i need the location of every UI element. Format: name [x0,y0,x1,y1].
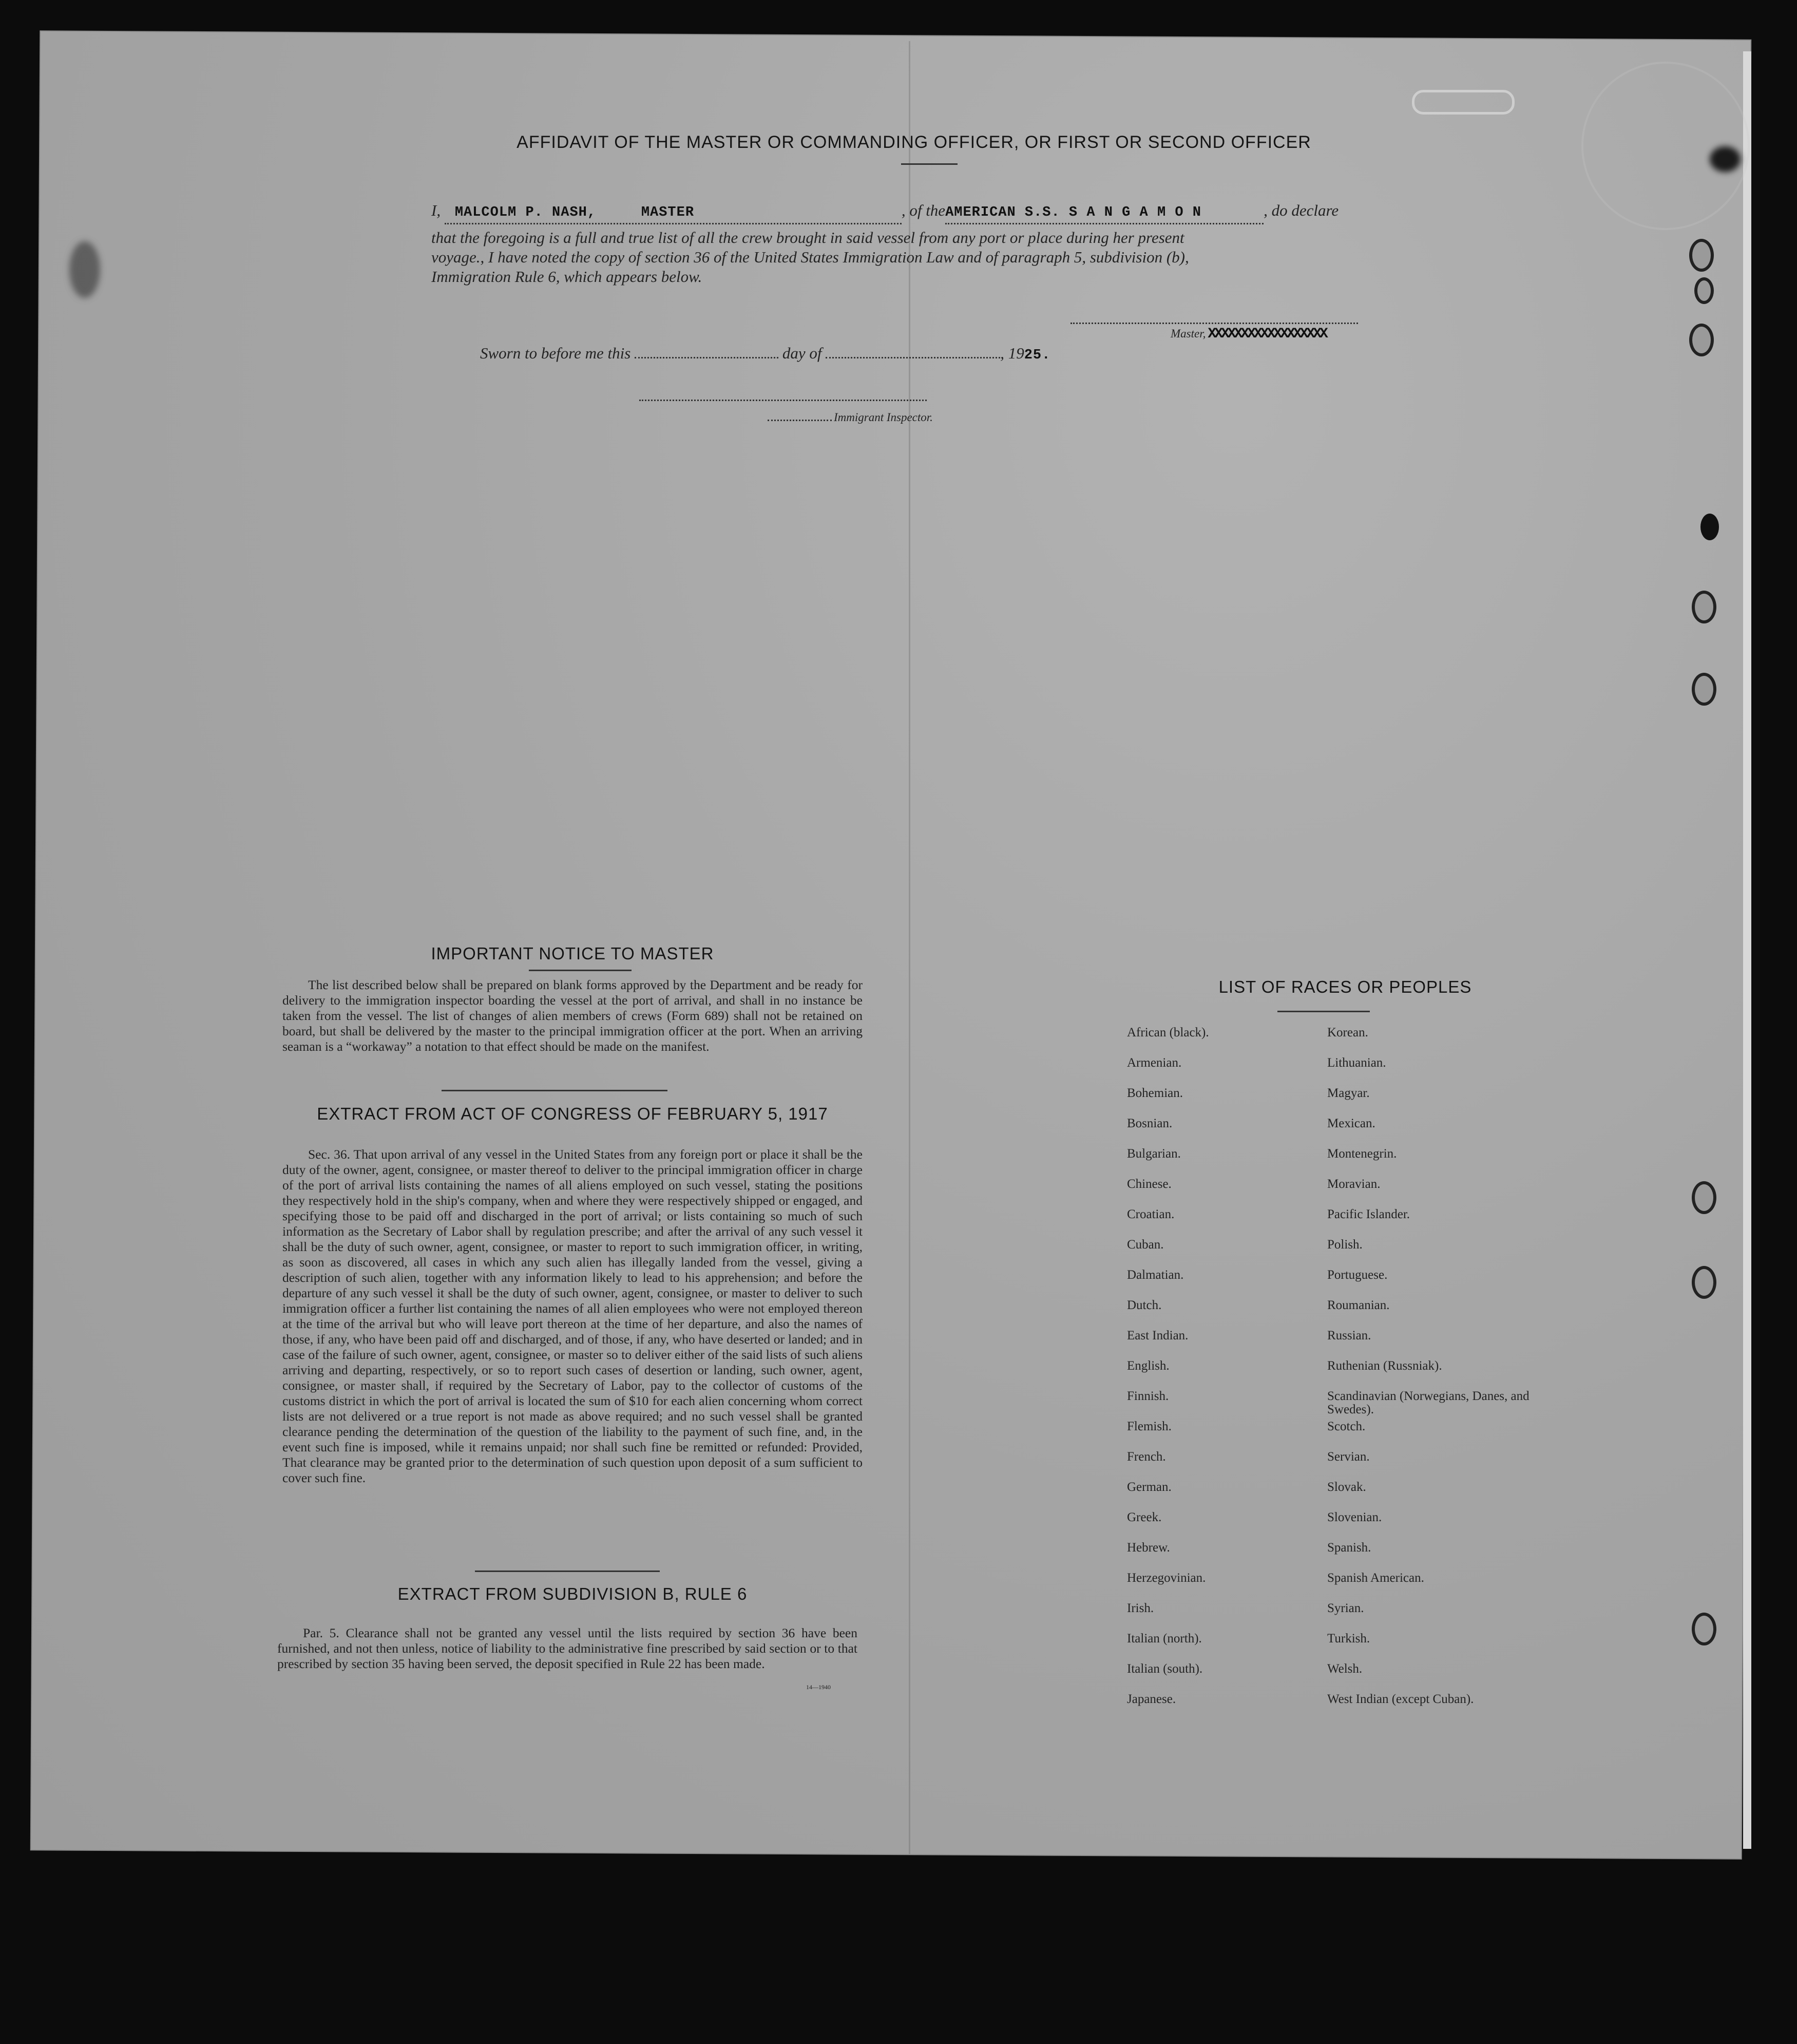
race-item: Servian. [1327,1450,1370,1464]
race-item: Ruthenian (Russniak). [1327,1359,1442,1373]
race-item: Mexican. [1327,1116,1375,1130]
race-item: Russian. [1327,1329,1371,1342]
affidavit-declaration-line [431,200,1397,224]
i-label: I, [431,201,441,219]
race-item: Greek. [1127,1510,1162,1524]
race-item: West Indian (except Cuban). [1327,1692,1474,1706]
race-item: Irish. [1127,1601,1154,1615]
race-item: Portuguese. [1327,1268,1388,1282]
of-the-label: , of the [901,201,946,219]
race-item: Bosnian. [1127,1116,1173,1130]
race-item: Herzegovinian. [1127,1571,1206,1585]
faint-seal-stamp [1581,62,1750,230]
race-item: Chinese. [1127,1177,1172,1191]
affidavit-text-line: Immigration Rule 6, which appears below. [431,268,702,286]
race-item: Hebrew. [1127,1541,1170,1555]
inspector-dots [768,420,832,421]
affidavit-heading: AFFIDAVIT OF THE MASTER OR COMMANDING OFFICER, OR FIRST OR SECOND OFFICER [517,133,1311,152]
notice-paragraph: The list described below shall be prepared on blank forms approved by the Department and be ready for delivery to the immigration inspector boarding the vessel at the port of arrival, and shall in no instance be taken from the vessel. The list of changes of alien members of crews (Form 689) shall not be retained on board, but shall be delivered by the master to the principal immigration officer at the port. When an arriving seaman is a “workaway” a notation to that effect should be made on the manifest. [282,977,863,1054]
binder-hole [1689,239,1714,272]
vessel-name: AMERICAN S.S. S A N G A M O N [945,205,1201,220]
do-declare-label: , do declare [1264,201,1339,219]
binder-hole [1692,673,1716,706]
paper-clip-mark [1412,90,1515,115]
races-right-column [1327,1026,1553,1723]
master-signature [1171,326,1326,342]
heading-rule [529,970,632,971]
binder-hole [1700,514,1719,540]
races-heading: LIST OF RACES OR PEOPLES [1218,977,1472,996]
inspector-signature-line [639,400,927,401]
sworn-year: 25. [1024,348,1051,363]
form-number: 14—1940 [806,1683,831,1691]
binder-hole [1689,324,1714,356]
ink-smudge [1710,146,1741,172]
race-item: Cuban. [1127,1238,1164,1252]
race-item: Italian (south). [1127,1662,1203,1676]
binder-hole [1692,1266,1716,1299]
officer-name: MALCOLM P. NASH, [454,205,597,220]
inspector-label: Immigrant Inspector. [834,411,933,424]
race-item: Finnish. [1127,1389,1169,1403]
page-fold [909,41,910,1854]
race-item: Armenian. [1127,1056,1182,1070]
ink-smudge [69,241,100,298]
race-item: Dalmatian. [1127,1268,1184,1282]
paragraph-5: Par. 5. Clearance shall not be granted any vessel until the lists required by section 36 have been furnished, and not then unless, notice of liability to the administrative fine prescribed by said section or to that prescribed by section 35 having been served, the deposit specified in Rule 22 has been made. [277,1625,857,1671]
race-item: English. [1127,1359,1170,1373]
race-item: Slovak. [1327,1480,1366,1494]
races-left-column [1127,1026,1332,1723]
sworn-label: Sworn to before me this [480,344,631,362]
day-of-label: day of [782,344,822,362]
race-item: Croatian. [1127,1207,1175,1221]
race-item: Turkish. [1327,1632,1370,1645]
race-item: Lithuanian. [1327,1056,1386,1070]
rule-extract-text [277,1625,857,1672]
race-item: Pacific Islander. [1327,1207,1410,1221]
race-item: Roumanian. [1327,1298,1390,1312]
officer-rank: MASTER [641,205,695,220]
vessel-field [945,200,1264,224]
race-item: Moravian. [1327,1177,1381,1191]
race-item: Bohemian. [1127,1086,1183,1100]
race-item: East Indian. [1127,1329,1189,1342]
heading-rule [901,163,958,165]
sworn-day-field [635,357,778,358]
race-item: Flemish. [1127,1420,1172,1433]
notice-heading: IMPORTANT NOTICE TO MASTER [431,944,714,963]
sworn-line [480,343,1199,366]
binder-hole [1692,591,1716,623]
race-item: Dutch. [1127,1298,1162,1312]
race-item: German. [1127,1480,1172,1494]
inspector-signature [768,411,933,424]
act-extract-text [282,1147,863,1486]
affidavit-text-line: that the foregoing is a full and true list of all the crew brought in said vessel from any port or place during her present [431,229,1184,247]
race-item: Montenegrin. [1327,1147,1397,1161]
race-item: African (black). [1127,1026,1209,1039]
section-rule [442,1090,667,1091]
master-struck-text: XXXXXXXXXXXXXXXXXX [1208,326,1326,342]
race-item: French. [1127,1450,1166,1464]
rule-extract-heading: EXTRACT FROM SUBDIVISION B, RULE 6 [397,1584,748,1603]
paper-edge [1743,51,1751,1849]
race-item: Scotch. [1327,1420,1366,1433]
master-signature-line [1070,323,1358,324]
officer-field [445,200,902,224]
race-item: Magyar. [1327,1086,1370,1100]
race-item: Syrian. [1327,1601,1364,1615]
affidavit-text-line: voyage., I have noted the copy of section 36 of the United States Immigration Law and of paragraph 5, subdivision (b), [431,248,1189,266]
race-item: Italian (north). [1127,1632,1202,1645]
race-item: Bulgarian. [1127,1147,1181,1161]
binder-hole [1692,1613,1716,1645]
race-item: Welsh. [1327,1662,1363,1676]
race-item: Slovenian. [1327,1510,1382,1524]
race-item: Spanish. [1327,1541,1371,1555]
master-label: Master, [1171,327,1206,340]
heading-rule [1277,1011,1370,1012]
notice-text [282,977,863,1054]
race-item: Japanese. [1127,1692,1176,1706]
section-36-paragraph: Sec. 36. That upon arrival of any vessel in the United States from any foreign port or place it shall be the duty of the owner, agent, consignee, or master thereof to deliver to the principal immigration officer in charge of the port of arrival lists containing the names of all aliens employed on such vessel, stating the positions they respectively hold in the ship's company, when and where they were respectively shipped or engaged, and specifying those to be paid off and discharged in the port of arrival; or lists containing so much of such information as the Secretary of Labor shall by regulation prescribe; and after the arrival of any such vessel it shall be the duty of such owner, agent, consignee, or master to report to such immigration officer, in writing, as soon as discovered, all cases in which any such alien has illegally landed from the vessel, giving a description of such alien, together with any information likely to lead to his apprehension; and before the departure of any such vessel it shall be the duty of such owner, agent, consignee, or master to deliver to such immigration officer a further list containing the names of all alien employees who were not employed thereon at the time of the arrival but who will leave port thereon at the time of her departure, and also the names of those, if any, who have been paid off and discharged, and of those, if any, who have deserted or landed; and in case of the failure of such owner, agent, consignee, or master so to deliver either of the said lists of such aliens arriving and departing, respectively, or so to report such cases of desertion or landing, such owner, agent, consignee, or master shall, if required by the Secretary of Labor, pay to the collector of customs of the customs district in which the port of arrival is located the sum of $10 for each alien concerning whom correct lists are not delivered or a true report is not made as above required; and no such vessel shall be granted clearance pending the determination of the question of the liability to the payment of such fine, and, in the event such fine is imposed, while it remains unpaid; nor shall such fine be remitted or refunded: Provided, That clearance may be granted prior to the determination of such question upon deposit of a sum sufficient to cover such fine. [282,1147,863,1485]
binder-hole [1692,1181,1716,1214]
race-item: Korean. [1327,1026,1368,1039]
act-extract-heading: EXTRACT FROM ACT OF CONGRESS OF FEBRUARY 5, 1917 [317,1104,828,1123]
sworn-month-field [826,357,1000,358]
race-item: Spanish American. [1327,1571,1424,1585]
binder-hole [1694,277,1714,304]
race-item: Scandinavian (Norwegians, Danes, and Swedes). [1327,1389,1530,1416]
race-item: Polish. [1327,1238,1363,1252]
year-prefix: , 19 [1000,344,1024,362]
section-rule [475,1570,660,1572]
